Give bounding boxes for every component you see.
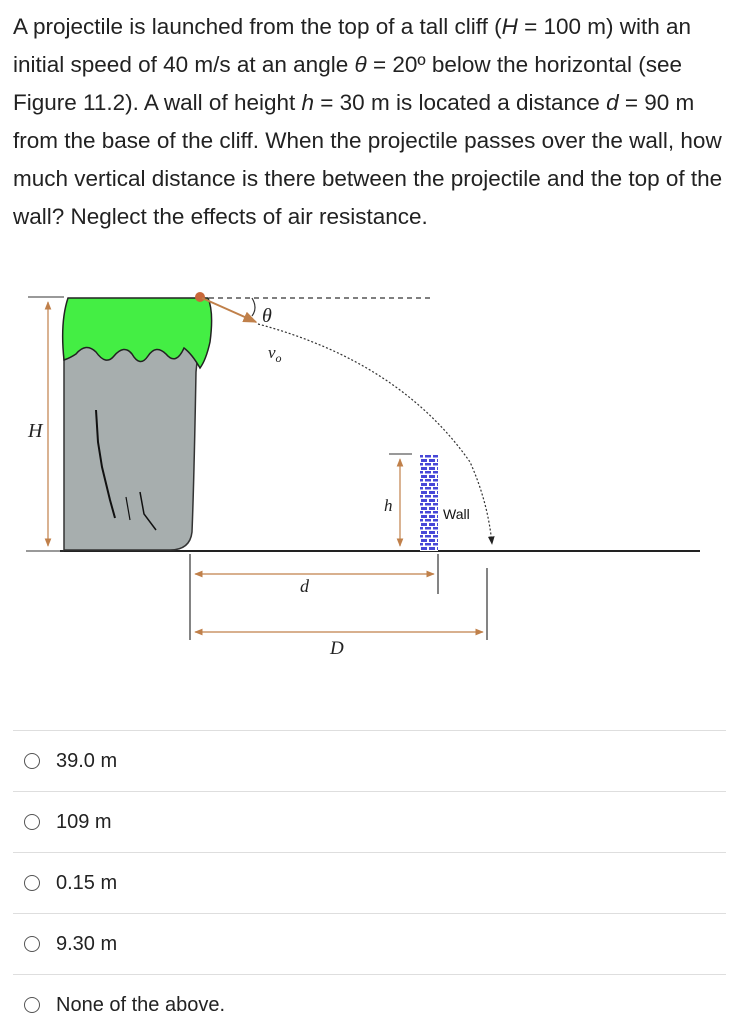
answer-option[interactable] xyxy=(13,913,726,974)
radio-button[interactable] xyxy=(24,936,40,952)
question-text: A projectile is launched from the top of a tall cliff (H = 100 m) with an initial speed of 40 m/s at an angle θ = 20º below the horizontal (see Figure 11.2). A wall of height h = 30 m is located a distance d = 90 m from the base of the cliff. When the projectile passes over the wall, how much vertical distance is there between the projectile and the top of the wall? Neglect the effects of air resistance. xyxy=(13,14,723,229)
radio-button[interactable] xyxy=(24,997,40,1013)
answer-option[interactable] xyxy=(13,974,726,1035)
radio-button[interactable] xyxy=(24,814,40,830)
projectile-figure xyxy=(0,282,748,662)
label-v0: $v_o$ xyxy=(268,343,282,365)
radio-button[interactable] xyxy=(24,875,40,891)
label-d: d xyxy=(300,576,309,596)
label-D: D xyxy=(330,638,344,659)
answer-options xyxy=(13,730,726,1035)
label-H: H xyxy=(28,420,43,442)
answer-option[interactable] xyxy=(13,852,726,913)
answer-option[interactable] xyxy=(13,791,726,852)
label-h: h xyxy=(384,496,393,515)
option-label: 9.30 m xyxy=(56,932,118,955)
wall xyxy=(420,454,438,551)
label-wall: Wall xyxy=(443,506,470,522)
radio-button[interactable] xyxy=(24,753,40,769)
label-theta: θ xyxy=(262,305,272,327)
cliff-rock xyxy=(64,332,200,550)
launch-point xyxy=(195,292,205,302)
option-label: 109 m xyxy=(56,810,112,833)
answer-option[interactable] xyxy=(13,730,726,791)
option-label: 39.0 m xyxy=(56,749,118,772)
option-label: 0.15 m xyxy=(56,871,118,894)
angle-arc xyxy=(252,298,255,316)
option-label: None of the above. xyxy=(56,993,226,1016)
